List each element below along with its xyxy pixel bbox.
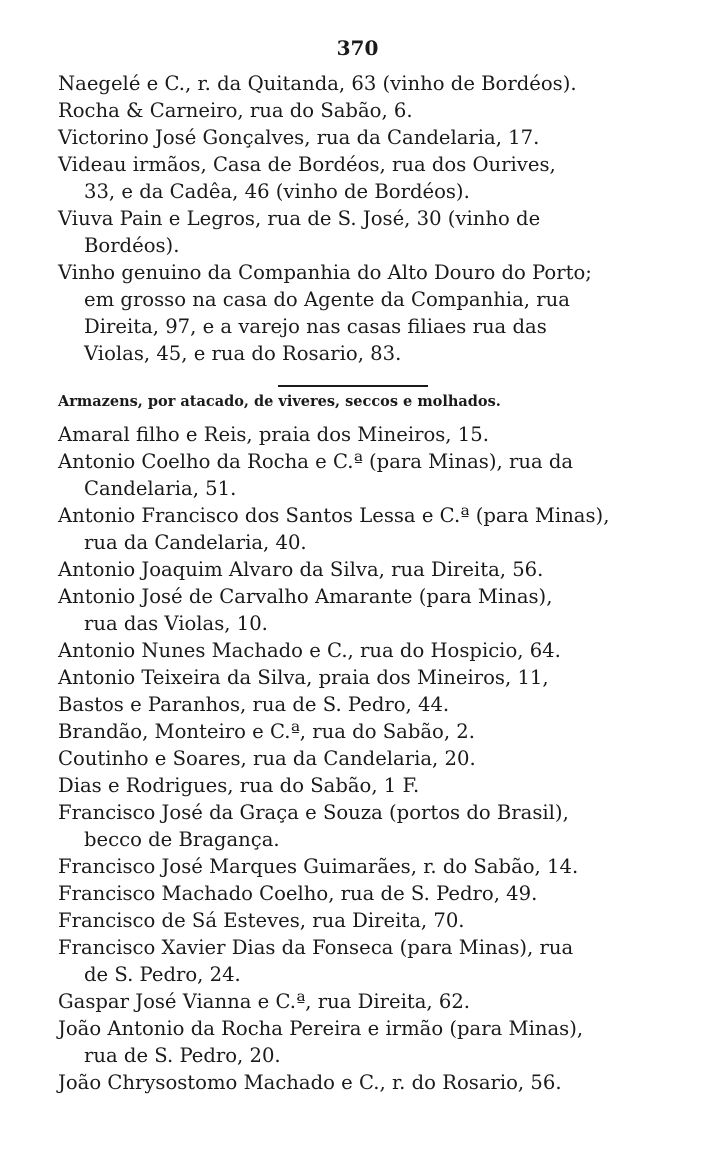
entry-brandao-monteiro: Brandão, Monteiro e C.ª, rua do Sabão, 2. <box>58 720 475 743</box>
page-number: 370 <box>336 36 379 60</box>
entry-nunes-machado: Antonio Nunes Machado e C., rua do Hospicio, 64. <box>58 639 561 662</box>
entry-amaral-reis: Amaral filho e Reis, praia dos Mineiros, 15. <box>58 423 489 446</box>
entry-coelho-rocha: Antonio Coelho da Rocha e C.ª (para Minas), rua da Candelaria, 51. <box>58 450 574 500</box>
entry-viuva-pain: Viuva Pain e Legros, rua de S. José, 30 (vinho de Bordéos). <box>58 207 541 257</box>
entry-marques-guimaraes: Francisco José Marques Guimarães, r. do Sabão, 14. <box>58 855 579 878</box>
entry-dias-rodrigues: Dias e Rodrigues, rua do Sabão, 1 F. <box>58 774 420 797</box>
entry-naegele: Naegelé e C., r. da Quitanda, 63 (vinho de Bordéos). <box>58 72 577 95</box>
section-heading: Armazens, por atacado, de viveres, seccos e molhados. <box>58 393 501 410</box>
entry-bastos-paranhos: Bastos e Paranhos, rua de S. Pedro, 44. <box>58 693 450 716</box>
entry-machado-coelho: Francisco Machado Coelho, rua de S. Pedro, 49. <box>58 882 538 905</box>
entry-victorino-goncalves: Victorino José Gonçalves, rua da Candelaria, 17. <box>58 126 540 149</box>
entry-santos-lessa: Antonio Francisco dos Santos Lessa e C.ª (para Minas), rua da Candelaria, 40. <box>58 504 610 554</box>
warehouses-list <box>58 421 653 1096</box>
entry-carvalho-amarante: Antonio José de Carvalho Amarante (para Minas), rua das Violas, 10. <box>58 585 553 635</box>
entry-rocha-carneiro: Rocha & Carneiro, rua do Sabão, 6. <box>58 99 413 122</box>
entry-sa-esteves: Francisco de Sá Esteves, rua Direita, 70. <box>58 909 465 932</box>
entry-coutinho-soares: Coutinho e Soares, rua da Candelaria, 20. <box>58 747 476 770</box>
entry-dias-fonseca: Francisco Xavier Dias da Fonseca (para Minas), rua de S. Pedro, 24. <box>58 936 574 986</box>
entry-chrysostomo-machado: João Chrysostomo Machado e C., r. do Rosario, 56. <box>58 1071 562 1094</box>
entry-graca-souza: Francisco José da Graça e Souza (portos do Brasil), becco de Bragança. <box>58 801 569 851</box>
entry-rocha-pereira: João Antonio da Rocha Pereira e irmão (para Minas), rua de S. Pedro, 20. <box>58 1017 584 1067</box>
entry-videau-irmaos: Videau irmãos, Casa de Bordéos, rua dos Ourives, 33, e da Cadêa, 46 (vinho de Bordéos). <box>58 153 556 203</box>
section-divider <box>278 385 428 387</box>
entry-alvaro-silva: Antonio Joaquim Alvaro da Silva, rua Direita, 56. <box>58 558 544 581</box>
entry-gaspar-vianna: Gaspar José Vianna e C.ª, rua Direita, 62. <box>58 990 471 1013</box>
entry-teixeira-silva: Antonio Teixeira da Silva, praia dos Mineiros, 11, <box>58 666 549 689</box>
entry-vinho-genuino: Vinho genuino da Companhia do Alto Douro do Porto; em grosso na casa do Agente da Companhia, rua Direita, 97, e a varejo nas casas filiaes rua das Violas, 45, e rua do Rosario, 83. <box>58 261 592 365</box>
wine-merchants-list <box>58 70 653 367</box>
